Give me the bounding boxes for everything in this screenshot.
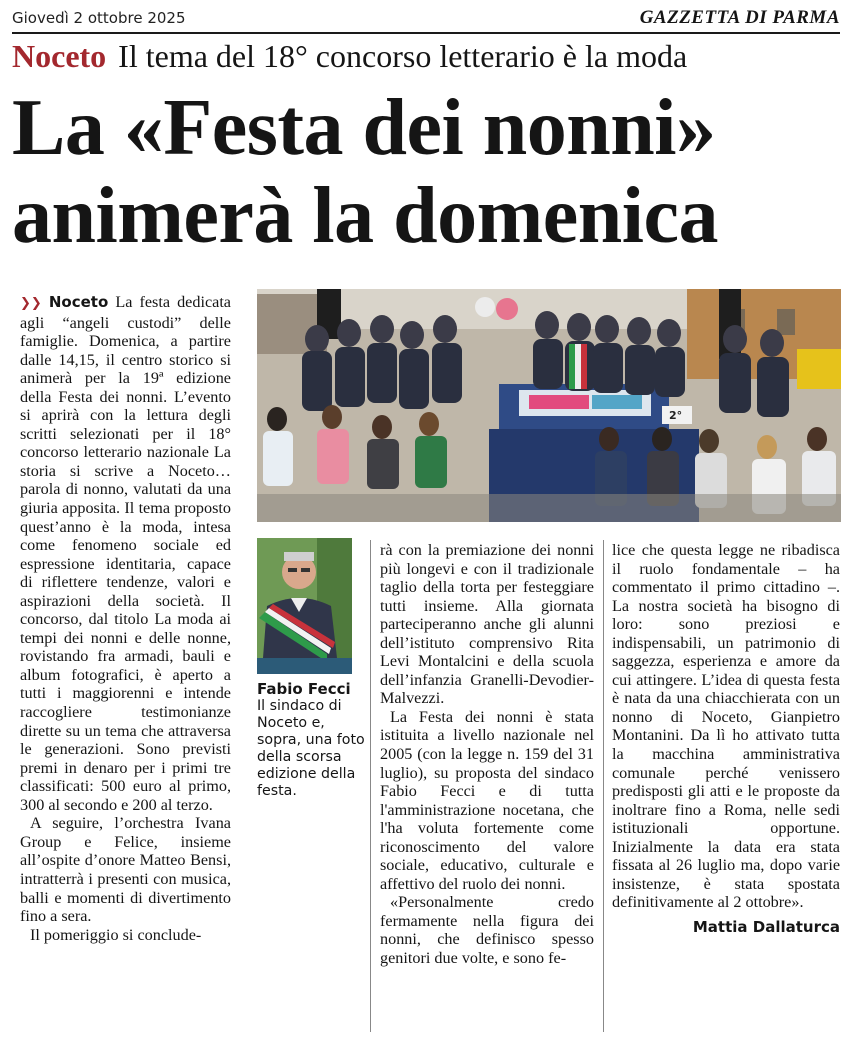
article-column-4 [612,541,840,936]
mayor-portrait [257,538,352,658]
headline-line-1: La «Festa dei nonni» [12,84,716,172]
article-paragraph-5-start: «Personalmente credo fermamente nella figura dei nonni, che definisco spesso genitori due volte, e sono fe- [380,893,594,968]
kicker-text: Il tema del 18° concorso letterario è la moda [118,38,688,74]
article-paragraph-2: A seguire, l’orchestra Ivana Group e Felice, insieme all’ospite d’onore Matteo Bensi, intratterrà i presenti con musica, balli e momenti di divertimento fino a sera. [20,814,231,926]
caption-name: Fabio Fecci [257,680,351,698]
article-paragraph-5-end: lice che questa legge ne ribadisca il ruolo fondamentale – ha commentato il primo cittadino –. La nostra società ha bisogno di loro: sono preziosi e indispensabili, un patrimonio di saggezza, esperienza e amore da cui attingere. L’idea di questa festa è nata da una chiacchierata con un nonno di Noceto, Gianpietro Montanini. Da lì ho attivato tutta la macchina amministrativa comunale perché venissero predisposti gli atti e le proposte da inoltrare fino a Roma, nelle sedi istituzionali opportune. Inizialmente la data era stata fissata al 26 luglio ma, dopo varie insistenze, è stata spostata definitivamente al 2 ottobre». [612,541,840,912]
newspaper-masthead: GAZZETTA DI PARMA [639,7,840,28]
byline: Mattia Dallaturca [692,917,840,936]
lead-place: Noceto [48,293,109,311]
issue-date: Giovedì 2 ottobre 2025 [12,9,186,27]
article-column-1 [20,293,231,944]
article-paragraph-1 [20,293,231,814]
column-divider [603,540,604,1032]
portrait-color-bar [257,658,352,674]
column-divider [370,540,371,1032]
article-column-3 [380,541,594,968]
headline-line-2: animerà la domenica [12,172,718,260]
photo-caption [257,680,367,800]
headline [12,84,718,260]
article-paragraph-3-start: Il pomeriggio si conclude- [30,925,202,944]
paragraph-1-text: La festa dedicata agli “angeli custodi” delle famiglie. Domenica, a partire dalle 14,15, il centro storico si animerà per la 19ª edizione della Festa dei nonni. L’evento si aprirà con la lettura degli scritti selezionati per il 18° concorso letterario nazionale La storia si scrive a Noceto… parola di nonno, valutati da una giuria apposita. Il tema proposto quest’anno è la moda, intesa come fenomeno sociale ed espressione identitaria, capace di riflettere tendenze, valori e aspirazioni della società. Il concorso, dal titolo La moda ai tempi dei nonni e delle nonne, rovistando fra armadi, bauli e album fotografici, è aperto a tutti i maggiorenni e intende raccogliere testimonianze dirette su un tema che attraversa le generazioni. Sono previsti premi in denaro per i primi tre classificati: 500 euro al primo, 300 al secondo e 200 al terzo. [20,293,231,814]
festival-photo [257,289,841,522]
kicker [12,38,687,75]
article-paragraph-4: La Festa dei nonni è stata istituita a livello nazionale nel 2005 (con la legge n. 159 del 31 luglio), su proposta del sindaco Fabio Fecci e di tutta l'amministrazione nocetana, che l'ha voluta fortemente come riconoscimento del valore sociale, educativo, culturale e affettivo del ruolo dei nonni. [380,707,594,893]
page-header [12,6,840,34]
kicker-place: Noceto [12,38,107,74]
caption-text: Il sindaco di Noceto e, sopra, una foto della scorsa edizione della festa. [257,698,365,799]
article-paragraph-3-end: rà con la premiazione dei nonni più longevi e con il tradizionale taglio della torta per festeggiare tutti insieme. Alla giornata parteciperanno anche gli alunni dell’istituto comprensivo Rita Levi Montalcini e della scuola dell’infanzia Granelli-Devodier-Malvezzi. [380,541,594,708]
lead-arrows-icon: ❯❯ [20,296,42,311]
cake-number-label: 2° [669,409,683,422]
